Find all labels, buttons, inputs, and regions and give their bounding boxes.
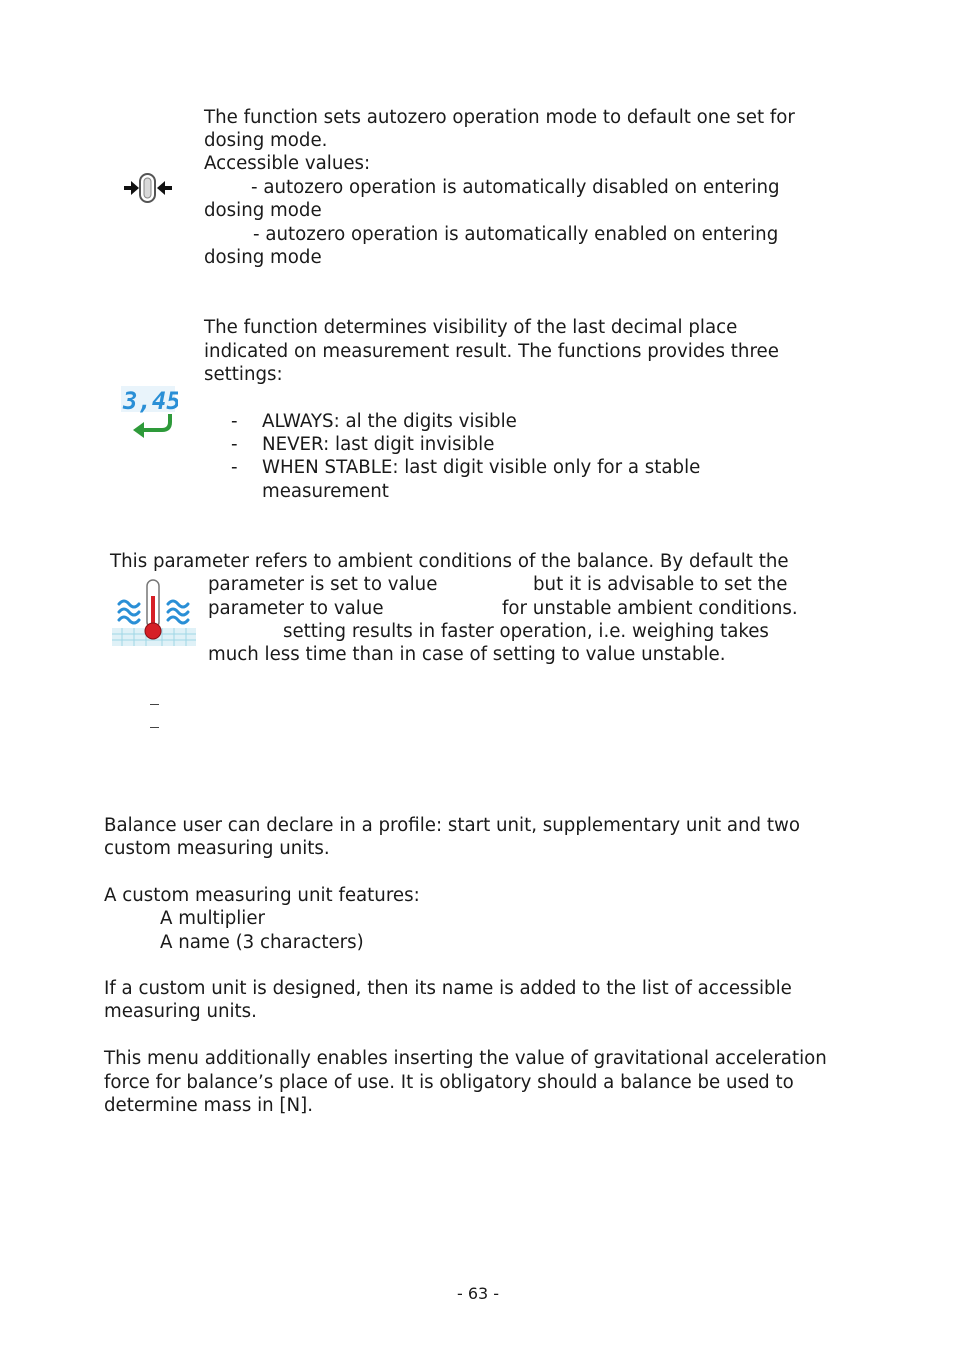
last-digit-text-line-3: settings: bbox=[204, 364, 283, 385]
last-digit-text-line-2: indicated on measurement result. The functions provides three bbox=[204, 341, 779, 362]
list-item-always: ALWAYS: al the digits visible bbox=[262, 411, 517, 432]
list-item-when-stable-cont: measurement bbox=[262, 481, 389, 502]
list-dash bbox=[150, 704, 159, 705]
autozero-option-1-cont: dosing mode bbox=[204, 200, 322, 221]
page-number: - 63 - bbox=[457, 1284, 500, 1303]
ambient-text-line-3b: for unstable ambient conditions. bbox=[502, 598, 798, 619]
units-paragraph-1-line-2: custom measuring units. bbox=[104, 838, 330, 859]
list-item-when-stable: WHEN STABLE: last digit visible only for a stable bbox=[262, 457, 701, 478]
last-digit-icon bbox=[120, 384, 178, 444]
autozero-option-1: - autozero operation is automatically disabled on entering bbox=[251, 177, 780, 198]
list-item-never: NEVER: last digit invisible bbox=[262, 434, 495, 455]
ambient-text-line-2a: parameter is set to value bbox=[208, 574, 438, 595]
thermometer-icon bbox=[112, 578, 198, 654]
units-paragraph-4-line-1: This menu additionally enables inserting the value of gravitational acceleration bbox=[104, 1048, 827, 1069]
last-digit-text-line-1: The function determines visibility of the last decimal place bbox=[204, 317, 738, 338]
units-paragraph-4-line-2: force for balance’s place of use. It is obligatory should a balance be used to bbox=[104, 1072, 794, 1093]
ambient-text-line-2b: but it is advisable to set the bbox=[533, 574, 788, 595]
ambient-text-line-1: This parameter refers to ambient conditions of the balance. By default the bbox=[110, 551, 789, 572]
units-paragraph-4-line-3: determine mass in [N]. bbox=[104, 1095, 314, 1116]
units-feature-multiplier: A multiplier bbox=[160, 908, 266, 929]
list-dash bbox=[150, 727, 159, 728]
units-paragraph-1-line-1: Balance user can declare in a profile: start unit, supplementary unit and two bbox=[104, 815, 801, 836]
units-paragraph-2-line-1: A custom measuring unit features: bbox=[104, 885, 420, 906]
autozero-option-2: - autozero operation is automatically enabled on entering bbox=[253, 224, 779, 245]
units-feature-name: A name (3 characters) bbox=[160, 932, 364, 953]
ambient-text-line-5: much less time than in case of setting to value unstable. bbox=[208, 644, 726, 665]
list-bullet: - bbox=[231, 457, 238, 478]
autozero-arrows-icon bbox=[122, 171, 174, 211]
autozero-text-line-2: dosing mode. bbox=[204, 130, 328, 151]
ambient-text-line-3a: parameter to value bbox=[208, 598, 384, 619]
ambient-text-line-4: setting results in faster operation, i.e. weighing takes bbox=[283, 621, 769, 642]
autozero-option-2-cont: dosing mode bbox=[204, 247, 322, 268]
autozero-text-line-1: The function sets autozero operation mode to default one set for bbox=[204, 107, 795, 128]
autozero-accessible-values: Accessible values: bbox=[204, 153, 371, 174]
svg-text:3,45: 3,45 bbox=[123, 387, 178, 415]
units-paragraph-3-line-1: If a custom unit is designed, then its name is added to the list of accessible bbox=[104, 978, 792, 999]
list-bullet: - bbox=[231, 411, 238, 432]
list-bullet: - bbox=[231, 434, 238, 455]
units-paragraph-3-line-2: measuring units. bbox=[104, 1001, 257, 1022]
